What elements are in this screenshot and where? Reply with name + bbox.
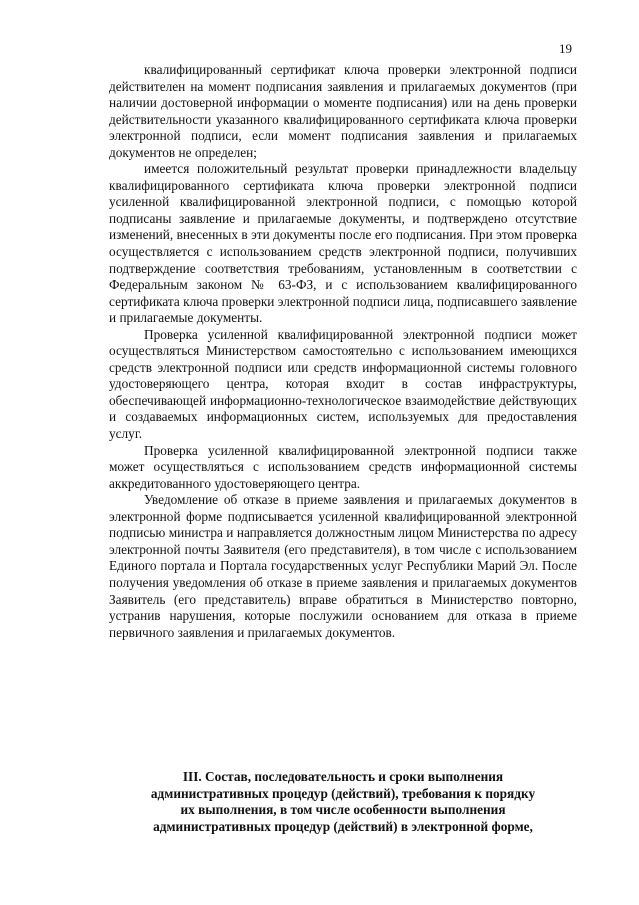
body-text (109, 62, 577, 641)
section-heading-line: административных процедур (действий), требования к порядку (150, 785, 536, 801)
page-number: 19 (559, 41, 572, 56)
paragraph-accredited-center-verification: Проверка усиленной квалифицированной электронной подписи также может осуществляться с использованием средств информационной системы аккредитованного удостоверяющего центра. (109, 442, 577, 491)
section-heading-line: III. Состав, последовательность и сроки выполнения (182, 769, 504, 784)
section-heading-line: их выполнения, в том числе особенности выполнения (180, 802, 506, 818)
section-heading (100, 769, 586, 835)
section-heading-line: административных процедур (действий) в электронной форме, (153, 818, 533, 834)
paragraph-signature-check-result: имеется положительный результат проверки принадлежности владельцу квалифицированного сертификата ключа проверки электронной подписи усиленной квалифицированной электронной подписи, с помощью которой подписаны заявление и прилагаемые документы, и подтверждено отсутствие изменений, внесенных в эти документы после его подписания. При этом проверка осуществляется с использованием средств электронной подписи, получивших подтверждение соответствия требованиям, установленным в соответствии с Федеральным законом № 63-ФЗ, и с использованием квалифицированного сертификата ключа проверки электронной подписи лица, подписавшего заявление и прилагаемые документы. (109, 161, 577, 326)
paragraph-certificate-validity: квалифицированный сертификат ключа проверки электронной подписи действителен на момент подписания заявления и прилагаемых документов (при наличии достоверной информации о моменте подписания) или на день проверки действительности указанного квалифицированного сертификата ключа проверки электронной подписи, если момент подписания заявления и прилагаемых документов не определен; (109, 62, 577, 160)
paragraph-refusal-notification: Уведомление об отказе в приеме заявления и прилагаемых документов в электронной форме подписывается усиленной квалифицированной электронной подписью министра и направляется должностным лицом Министерства по адресу электронной почты Заявителя (его представителя), в том числе с использованием Единого портала и Портала государственных услуг Республики Марий Эл. После получения уведомления об отказе в приеме заявления и прилагаемых документов Заявитель (его представитель) вправе обратиться в Министерство повторно, устранив нарушения, которые послужили основанием для отказа в приеме первичного заявления и прилагаемых документов. (109, 492, 577, 640)
paragraph-ministry-verification: Проверка усиленной квалифицированной электронной подписи может осуществляться Министерством самостоятельно с использованием имеющихся средств электронной подписи или средств информационной системы головного удостоверяющего центра, которая входит в состав инфраструктуры, обеспечивающей информационно-технологическое взаимодействие действующих и создаваемых информационных систем, используемых для предоставления услуг. (109, 326, 577, 442)
